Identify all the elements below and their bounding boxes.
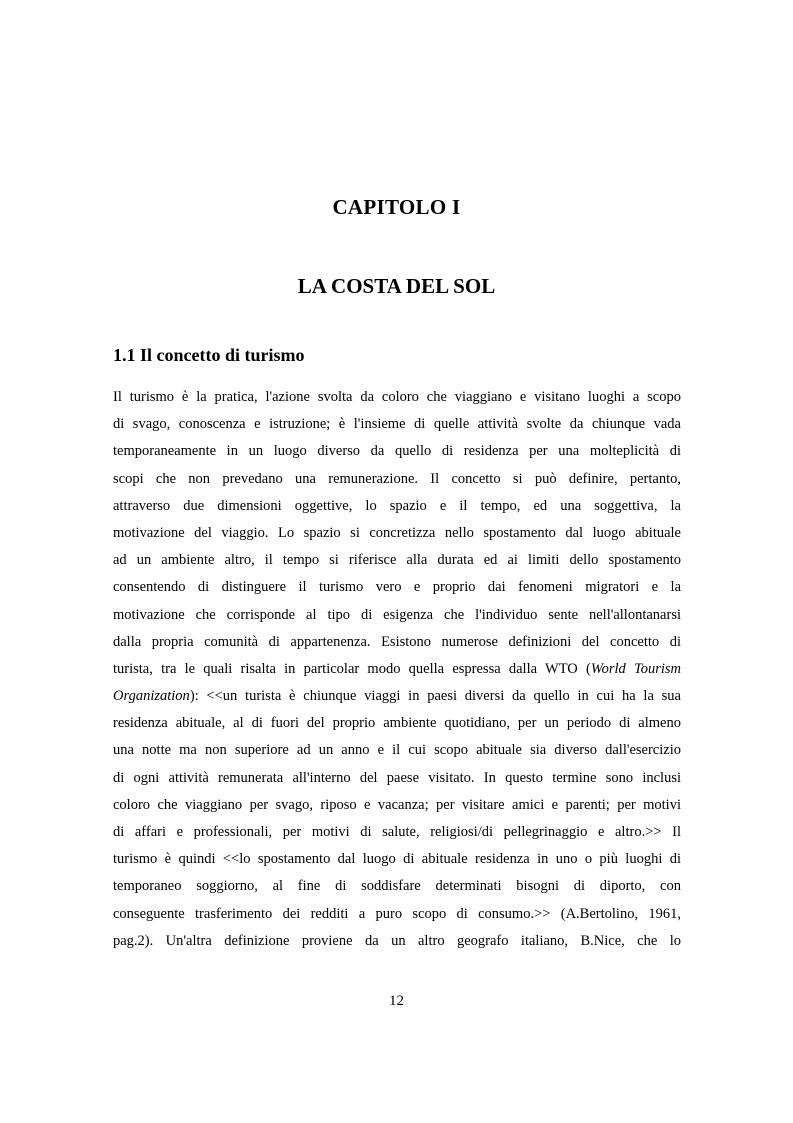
text-line: coloro che viaggiano per svago, riposo e vacanza; per visitare amici e parenti; per motivi [113, 796, 681, 813]
wto-name-italic-cont: Organization [113, 688, 190, 705]
chapter-title: CAPITOLO I [332, 195, 461, 219]
text-line: turismo è quindi <<lo spostamento dal luogo di abituale residenza in uno o più luoghi di [113, 851, 681, 868]
text-line: Il turismo è la pratica, l'azione svolta da coloro che viaggiano e visitano luoghi a scopo [113, 389, 681, 405]
text-line: temporaneamente in un luogo diverso da quello di residenza per una molteplicità di [113, 443, 681, 460]
text-line: di ogni attività remunerata all'interno del paese visitato. In questo termine sono inclusi [113, 769, 681, 786]
body-paragraph [113, 384, 681, 955]
chapter-subtitle: LA COSTA DEL SOL [297, 274, 496, 298]
text-line: una notte ma non superiore ad un anno e il cui scopo abituale sia diverso dall'esercizio [113, 742, 681, 759]
text-line: di affari e professionali, per motivi di salute, religiosi/di pellegrinaggio e altro.>> Il [113, 824, 681, 840]
text-line: motivazione che corrisponde al tipo di esigenza che l'individuo sente nell'allontanarsi [113, 606, 681, 623]
text-line: residenza abituale, al di fuori del proprio ambiente quotidiano, per un periodo di almeno [113, 715, 681, 732]
section-heading: 1.1 Il concetto di turismo [113, 345, 305, 365]
text-line [113, 656, 681, 683]
text-line-part: ): <<un turista è chiunque viaggi in paesi diversi da quello in cui ha la sua [189, 688, 681, 705]
text-line: pag.2). Un'altra definizione proviene da un altro geografo italiano, B.Nice, che lo [113, 932, 681, 949]
text-line: di svago, conoscenza e istruzione; è l'insieme di quelle attività svolte da chiunque vada [113, 416, 681, 433]
text-line [113, 683, 681, 710]
text-line: attraverso due dimensioni oggettive, lo spazio e il tempo, ed una soggettiva, la [113, 497, 681, 514]
text-line: conseguente trasferimento dei redditi a puro scopo di consumo.>> (A.Bertolino, 1961, [113, 905, 681, 922]
text-line: ad un ambiente altro, il tempo si riferisce alla durata ed ai limiti dello spostamento [113, 552, 681, 569]
text-line: consentendo di distinguere il turismo vero e proprio dai fenomeni migratori e la [113, 579, 681, 596]
wto-name-italic: World Tourism [590, 660, 681, 677]
text-line: temporaneo soggiorno, al fine di soddisfare determinati bisogni di diporto, con [113, 878, 681, 895]
text-line: scopi che non prevedano una remunerazione. Il concetto si può definire, pertanto, [113, 470, 681, 487]
text-line: motivazione del viaggio. Lo spazio si concretizza nello spostamento dal luogo abituale [113, 524, 681, 541]
page-number: 12 [389, 993, 404, 1009]
text-line: dalla propria comunità di appartenenza. Esistono numerose definizioni del concetto di [113, 633, 681, 650]
text-line-part: turista, tra le quali risalta in particolar modo quella espressa dalla WTO ( [113, 660, 591, 677]
